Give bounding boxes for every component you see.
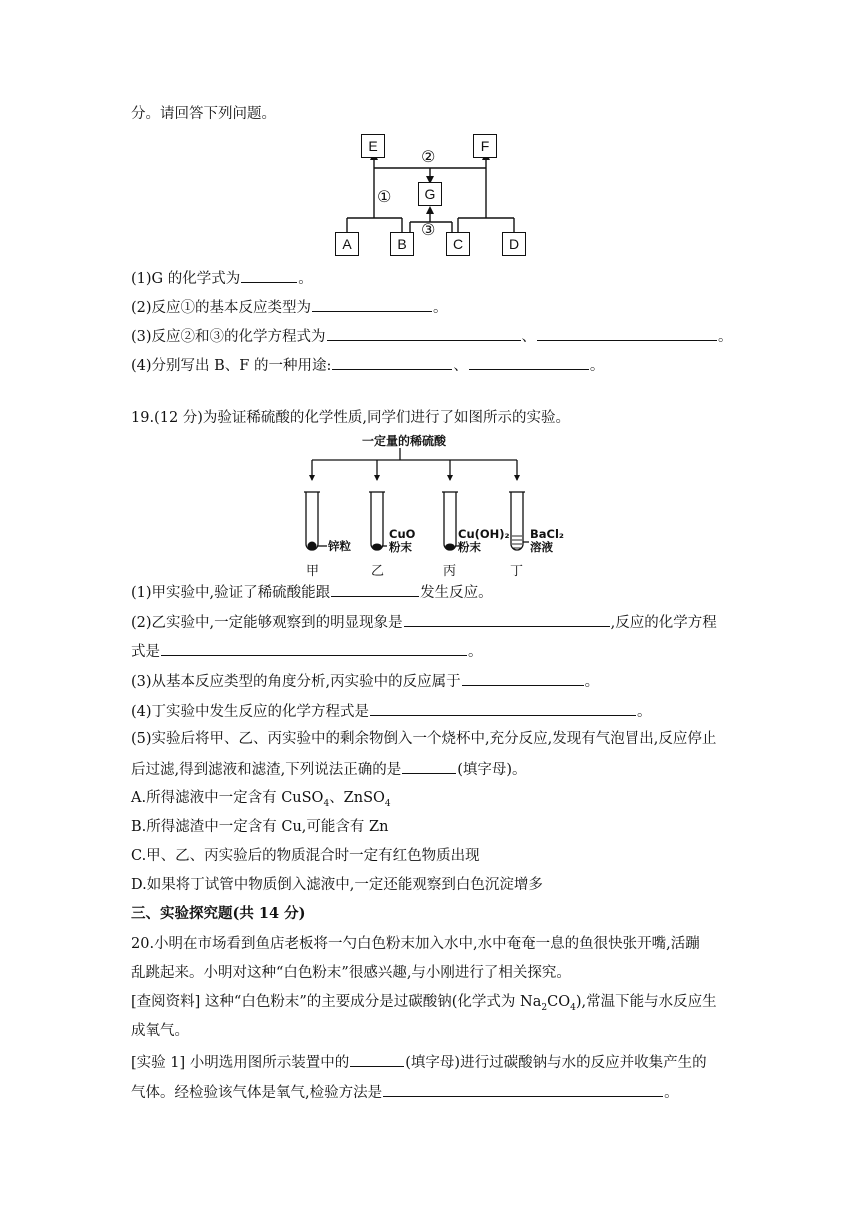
reaction-2-marker: ② [421,147,436,166]
tube-jia-name: 甲 [306,564,320,579]
box-e: E [361,134,385,158]
tube-ding-reagent: BaCl₂ 溶液 [530,527,564,554]
q19-part5-line1: (5)实验后将甲、乙、丙实验中的剩余物倒入一个烧杯中,充分反应,发现有气泡冒出,反应停止 [131,731,717,747]
answer-blank[interactable] [331,581,419,597]
q20-line1: 20.小明在市场看到鱼店老板将一勺白色粉末加入水中,水中奄奄一息的鱼很快张开嘴,活蹦 [131,936,700,952]
q18-part2: (2)反应①的基本反应类型为 。 [131,296,448,318]
reaction-3-marker: ③ [421,220,436,239]
tube-bing-reagent: Cu(OH)₂ 粉末 [458,527,510,554]
answer-blank[interactable] [383,1081,663,1097]
q18-part3: (3)反应②和③的化学方程式为 、 。 [131,325,733,347]
tube-yi-name: 乙 [371,564,385,579]
tube-yi-reagent: CuO 粉末 [389,527,416,554]
box-c: C [446,232,470,256]
box-f: F [473,134,497,158]
tube-ding-name: 丁 [510,564,524,579]
q20-line2: 乱跳起来。小明对这种“白色粉末”很感兴趣,与小刚进行了相关探究。 [131,965,571,981]
q19-part3: (3)从基本反应类型的角度分析,丙实验中的反应属于 。 [131,670,599,692]
q20-line3: [查阅资料] 这种“白色粉末”的主要成分是过碳酸钠(化学式为 $Na_2CO_4$),常温下能与水反应生 [131,994,717,1013]
q20-line4: 成氧气。 [131,1023,189,1039]
q19-part5-line2: 后过滤,得到滤液和滤渣,下列说法正确的是 (填字母)。 [131,758,527,780]
answer-blank[interactable] [404,611,610,627]
answer-blank[interactable] [332,354,452,370]
section-3-heading: 三、实验探究题(共 14 分) [131,905,306,922]
q18-part1: (1)G 的化学式为 。 [131,267,313,289]
q19-option-c[interactable]: C.甲、乙、丙实验后的物质混合时一定有红色物质出现 [131,848,480,864]
q19-part1: (1)甲实验中,验证了稀硫酸能跟 发生反应。 [131,581,493,603]
tube-bing-name: 丙 [443,564,457,579]
box-b: B [390,232,414,256]
answer-blank[interactable] [370,700,636,716]
box-d: D [502,232,526,256]
q18-part4: (4)分别写出 B、F 的一种用途: 、 。 [131,354,604,376]
q19-option-a[interactable]: A.所得滤液中一定含有 CuSO$_4$、ZnSO$_4$ [131,790,391,809]
answer-blank[interactable] [462,670,584,686]
answer-blank[interactable] [402,758,456,774]
q19-title: 19.(12 分)为验证稀硫酸的化学性质,同学们进行了如图所示的实验。 [131,410,571,426]
q19-option-d[interactable]: D.如果将丁试管中物质倒入滤液中,一定还能观察到白色沉淀增多 [131,877,543,893]
q19-option-b[interactable]: B.所得滤渣中一定含有 Cu,可能含有 Zn [131,819,389,835]
tube-jia-reagent: 锌粒 [328,539,351,553]
answer-blank[interactable] [312,296,432,312]
answer-blank[interactable] [241,267,297,283]
q20-line6: 气体。经检验该气体是氧气,检验方法是 。 [131,1081,679,1103]
answer-blank[interactable] [327,325,521,341]
answer-blank[interactable] [161,640,467,656]
q20-line5: [实验 1] 小明选用图所示装置中的 (填字母)进行过碳酸钠与水的反应并收集产生的 [131,1051,707,1073]
acid-label: 一定量的稀硫酸 [362,434,447,448]
box-a: A [335,232,359,256]
answer-blank[interactable] [469,354,589,370]
answer-blank[interactable] [350,1051,404,1067]
q19-part4: (4)丁实验中发生反应的化学方程式是 。 [131,700,652,722]
box-g: G [418,182,442,206]
q18-intro: 分。请回答下列问题。 [131,106,276,122]
reaction-1-marker: ① [377,187,392,206]
q19-part2: (2)乙实验中,一定能够观察到的明显现象是 ,反应的化学方程 [131,611,717,633]
q19-part2-cont: 式是 。 [131,640,483,662]
answer-blank[interactable] [537,325,717,341]
